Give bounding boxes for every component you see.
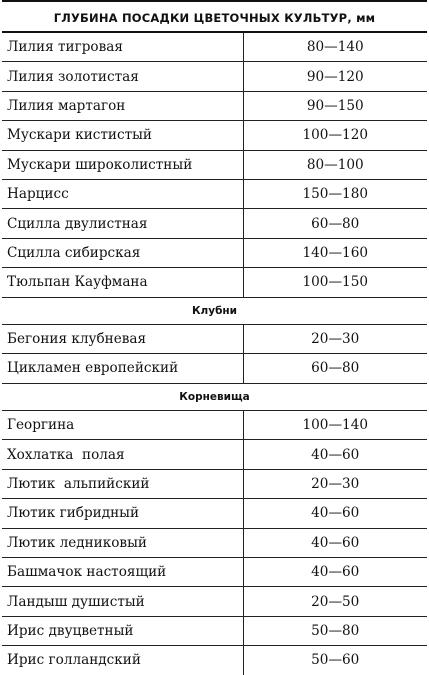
- table-row: [2, 587, 427, 616]
- table-row: [2, 440, 427, 469]
- section-header-row: [2, 383, 427, 410]
- table-row: [2, 499, 427, 528]
- plant-name-cell: Мускари широколистный: [2, 150, 243, 179]
- table-row: [2, 209, 427, 238]
- plant-name-cell: Лилия золотистая: [2, 62, 243, 91]
- planting-depth-table: [2, 0, 427, 674]
- depth-cell: 40—60: [243, 499, 427, 528]
- table-row: [2, 268, 427, 297]
- table-row: [2, 558, 427, 587]
- depth-cell: 90—150: [243, 91, 427, 120]
- depth-cell: 90—120: [243, 62, 427, 91]
- table-row: [2, 238, 427, 267]
- plant-name-cell: Лютик ледниковый: [2, 528, 243, 557]
- depth-cell: 40—60: [243, 528, 427, 557]
- table-row: [2, 469, 427, 498]
- table-row: [2, 616, 427, 645]
- depth-cell: 100—120: [243, 121, 427, 150]
- plant-name-cell: Бегония клубневая: [2, 324, 243, 353]
- table-row: [2, 646, 427, 675]
- depth-cell: 80—140: [243, 33, 427, 62]
- depth-cell: 60—80: [243, 354, 427, 383]
- table-row: [2, 150, 427, 179]
- depth-cell: 20—50: [243, 587, 427, 616]
- plant-name-cell: Георгина: [2, 411, 243, 440]
- plant-name-cell: Лютик гибридный: [2, 499, 243, 528]
- plant-name-cell: Тюльпан Кауфмана: [2, 268, 243, 297]
- depth-cell: 50—60: [311, 652, 360, 669]
- table-row: [2, 91, 427, 120]
- plant-name-cell: Нарцисс: [2, 179, 243, 208]
- section-heading: Корневища: [2, 383, 427, 410]
- plant-name-cell: Цикламен европейский: [2, 354, 243, 383]
- plant-name-cell: Ирис двуцветный: [2, 616, 243, 645]
- depth-cell: 50—80: [243, 616, 427, 645]
- section-header-row: [2, 297, 427, 324]
- data-table: [2, 33, 427, 675]
- depth-cell: 20—30: [243, 324, 427, 353]
- plant-name-cell: Ландыш душистый: [2, 587, 243, 616]
- depth-cell: 100—150: [243, 268, 427, 297]
- plant-name-cell: Сцилла двулистная: [2, 209, 243, 238]
- depth-cell: 80—100: [243, 150, 427, 179]
- table-row: [2, 411, 427, 440]
- table-row: [2, 528, 427, 557]
- table-title: ГЛУБИНА ПОСАДКИ ЦВЕТОЧНЫХ КУЛЬТУР, мм: [2, 0, 427, 33]
- depth-cell: 60—80: [243, 209, 427, 238]
- depth-cell: 40—60: [243, 440, 427, 469]
- plant-name-cell: Лютик альпийский: [2, 469, 243, 498]
- plant-name-cell: Мускари кистистый: [2, 121, 243, 150]
- plant-name-cell: Лилия мартагон: [2, 91, 243, 120]
- depth-cell: 20—30: [243, 469, 427, 498]
- plant-name-cell: Башмачок настоящий: [2, 558, 243, 587]
- depth-cell: 40—60: [243, 558, 427, 587]
- table-row: [2, 62, 427, 91]
- plant-name-cell: Лилия тигровая: [2, 33, 243, 62]
- depth-cell: 150—180: [243, 179, 427, 208]
- table-row: [2, 33, 427, 62]
- table-row: [2, 179, 427, 208]
- table-body: [2, 33, 427, 675]
- section-heading: Клубни: [2, 297, 427, 324]
- plant-name-cell: Сцилла сибирская: [2, 238, 243, 267]
- depth-cell: 100—140: [243, 411, 427, 440]
- table-row: [2, 324, 427, 353]
- table-row: [2, 354, 427, 383]
- depth-cell: 140—160: [243, 238, 427, 267]
- table-row: [2, 121, 427, 150]
- plant-name-cell: Ирис голландский: [2, 646, 243, 675]
- plant-name-cell: Хохлатка полая: [2, 440, 243, 469]
